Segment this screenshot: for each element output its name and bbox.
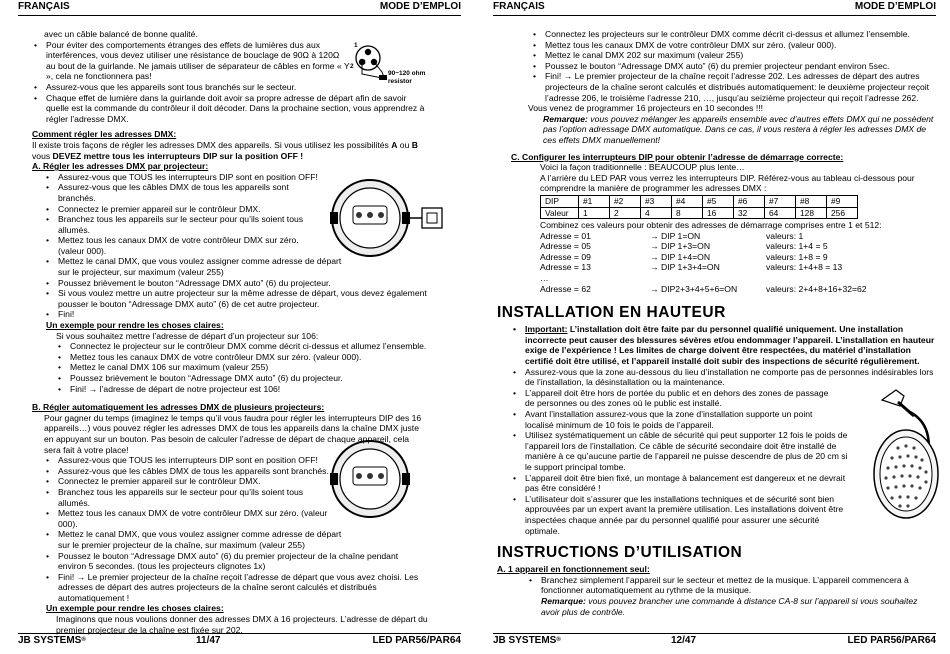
how-title: Comment régler les adresses DMX: [32,129,177,140]
footer-model: LED PAR56/PAR64 [372,635,461,646]
list-item: • Mettez le canal DMX 202 sur maximum (valeur 255) [531,50,937,61]
list-item: • Poussez brièvement le bouton “Adressage DMX auto” (6) du projecteur. [44,278,428,289]
dip-setting: → DIP 1+3+4=ON [650,262,720,273]
header-title: MODE D’EMPLOI [854,1,936,12]
list-item: • L’appareil doit être hors de portée du public et en dehors des zones de passage de personnes ou des zones où le public est installé. [511,388,829,409]
table-cell: 64 [765,207,796,219]
instructions-title: INSTRUCTIONS D’UTILISATION [497,544,743,562]
intro-line: avec un câble balancé de bonne qualité. [44,29,198,39]
table-cell: 1 [579,207,610,219]
list-item: • Fini! → Le premier projecteur de la chaîne reçoit l’adresse 202. Les adresses de départ des autres projecteurs de la chaîne seront calculés et distribués automatiquement: le deuxième projecteur reçoit l’adresse 206, le troisième l’adresse 210, …, jusqu’au seizième projecteur qui reçoit l’adresse 262. [531,71,937,103]
intro-bullet-address: • Chaque effet de lumière dans la guirlande doit avoir sa propre adresse de départ afin de savoir quelle est la commande du contrôleur il doit décoder. Dans la prochaine section, vous apprendrez à régler l’adresse DMX. [32,93,428,125]
list-item: • Poussez le bouton “Adressage DMX auto” (6) du premier projecteur pendant environ 5sec. [531,61,937,72]
list-item: • Avant l’installation assurez-vous que la zone d’installation supporte un point localisé minimum de 10 fois le poids de l’appareil. [511,409,841,430]
section-c-line: A l’arrière du LED PAR vous verrez les interrupteurs DIP. Référez-vous au tableau ci-dessous pour comprendre la manière de programmer les adresses DMX : [540,172,915,194]
value-sum: valeurs: 1 [766,230,804,241]
address-examples [527,231,937,295]
list-item: • Assurez-vous que les câbles DMX de tous les appareils sont branchés. [44,466,332,477]
address-value: Adresse = 09 [540,251,591,262]
section-b-title: B. Régler automatiquement les adresses DMX de plusieurs projecteurs: [32,402,325,413]
example-2-title: Un exemple pour rendre les choses claires: [46,603,224,614]
table-cell: 256 [827,207,858,219]
value-sum: valeurs: 1+4 = 5 [766,241,828,252]
installation-list [511,324,937,536]
list-item: • L’utilisateur doit s’assurer que les installations techniques et de sécurité sont bien approuvées par un expert avant la première utilisation. Les installations doivent être inspectées chaque année par du personnel qualifié pour assurer une sécurité optimale. [511,494,856,536]
page-right [475,0,950,654]
section-b-text: Pour gagner du temps (imaginez le temps qu’il vous faudra pour régler les interrupteurs DIP des 16 appareils…) vous pouvez régler les adresses DMX de tous les appareils dans la chaîne DMX juste en appuyant sur un bouton. Pas besoin de calculer l’adresse de départ de chaque appareil, cela sera fait à votre place! [44,412,422,455]
list-item: • Fini! [44,309,428,320]
combine-text: Combinez ces valeurs pour obtenir des adresses de démarrage comprises entre 1 et 512: [540,220,882,231]
pin-label-2: 2 [350,63,354,70]
list-item: • Fini! → l’adresse de départ de notre projecteur est 106! [56,384,428,395]
page-header [493,2,936,16]
address-value: Adresse = 62 [540,283,591,294]
list-item: • Assurez-vous que la zone au-dessous du lieu d’installation ne comporte pas de personnes indésirables lors de l’installation, la désinstallation ou la maintenance. [511,367,937,388]
address-value: Adresse = 13 [540,262,591,273]
list-item: • Mettez tous les canaux DMX de votre contrôleur DMX sur zéro. (valeur 000). [44,508,332,529]
dip-switch-table [540,195,858,219]
list-item-important: • Important: L’installation doit être faite par du personnel qualifié uniquement. Une installation incorrecte peut causer des blessures sévères et/ou endommager l’appareil. L’installation en hauteur exige de l’expérience ! Les limites de charge doivent être respectées, du matériel d’installation certifié doit être utilisé, et l’appareil installé doit subir des inspections de sécurité régulièrement. [511,324,937,366]
page-footer [18,633,461,649]
list-item: • Mettez le canal DMX 106 sur maximum (valeur 255) [56,362,428,373]
value-sum: valeurs: 1+8 = 9 [766,251,828,262]
installation-title: INSTALLATION EN HAUTEUR [497,304,726,322]
table-cell: 16 [703,207,734,219]
ellipsis: … [540,273,549,284]
use-section-a-title: A. 1 appareil en fonctionnement seul: [497,564,650,575]
remark-mixing: Remarque: vous pouvez mélanger les appareils ensemble avec d’autres effets DMX qui ne possèdent pas l’option adressage DMX automatique. Dans ce cas, il vous restera à régler les adresses DMX de ces effets DMX manuellement! [543,113,934,145]
list-item: • Assurez-vous que TOUS les interrupteurs DIP sont en position OFF! [44,455,332,466]
list-item: • Assurez-vous que TOUS les interrupteurs DIP sont en position OFF! [44,172,327,183]
table-cell: DIP [541,195,579,207]
dip-setting: → DIP 1=ON [650,230,701,241]
dip-setting: → DIP2+3+4+5+6=ON [650,283,738,294]
header-title: MODE D’EMPLOI [379,1,461,12]
table-cell: 128 [796,207,827,219]
header-language: FRANÇAIS [18,1,70,12]
footer-brand: JB SYSTEMS® [493,635,561,646]
list-item: • Utilisez systématiquement un câble de sécurité qui peut supporter 12 fois le poids de l’appareil lors de l’installation. Ce câble de sécurité secondaire doit être installé de manière à ce qu’aucune partie de l’appareil ne puisse descendre de plus de 20 cm si le support principal tombe. [511,430,856,472]
list-item: • Branchez simplement l’appareil sur le secteur et mettez de la musique. L’appareil commencera à fonctionner automatiquement au rythme de la musique. [527,575,937,596]
list-item: • Connectez le projecteur sur le contrôleur DMX comme décrit ci-dessus et allumez l’ensemble. [56,341,428,352]
list-item: • Connectez le premier appareil sur le contrôleur DMX. [44,476,332,487]
table-cell: 32 [734,207,765,219]
example-1-title: Un exemple pour rendre les choses claires: [46,320,224,331]
list-item: • Poussez le bouton “Adressage DMX auto” (6) du premier projecteur de la chaîne pendant environ 5 secondes. (tous les projecteurs clignotes 1x) [44,551,428,572]
table-cell: 8 [672,207,703,219]
table-row [541,207,858,219]
list-item: • Mettez le canal DMX, que vous voulez assigner comme adresse de départ sur le premier projecteur de la chaîne, sur maximum (valeur 255) [44,529,349,550]
table-cell: #1 [579,195,610,207]
address-value: Adresse = 05 [540,241,591,252]
list-item: • Branchez tous les appareils sur le secteur pour qu’ils soient tous allumés. [44,214,327,235]
footer-page-number: 11/47 [196,635,221,646]
remark-remote: Remarque: vous pouvez brancher une commande à distance CA-8 sur l’appareil si vous souhaitez avoir plus de contrôle. [541,595,918,617]
list-item: • Connectez les projecteurs sur le contrôleur DMX comme décrit ci-dessus et allumez l’ensemble. [531,29,937,40]
header-language: FRANÇAIS [493,1,545,12]
section-c-line: Voici la façon traditionnelle : BEAUCOUP plus lente… [540,162,745,173]
section-a-list-cont [32,256,428,320]
table-cell: Valeur [541,207,579,219]
value-sum: valeurs: 1+4+8 = 13 [766,262,843,273]
pin-label-3: 3 [362,59,366,66]
table-cell: #2 [610,195,641,207]
intro-bullet-mains: • Assurez-vous que les appareils sont tous branchés sur le secteur. [32,82,428,93]
example-1-intro: Si vous souhaitez mettre l’adresse de départ d’un projecteur sur 106: [56,330,319,341]
section-b-list [32,455,332,529]
table-cell: 2 [610,207,641,219]
list-item: • Mettez tous les canaux DMX de votre contrôleur DMX sur zéro. (valeur 000). [531,40,937,51]
value-sum: valeurs: 2+4+8+16+32=62 [766,283,867,294]
table-cell: #6 [734,195,765,207]
table-cell: #7 [765,195,796,207]
list-item: • Fini! → Le premier projecteur de la chaîne reçoit l’adresse de départ que vous avez choisi. Les adresses de départ des autres projecteurs de la chaîne seront calculés et distribués automatiquement ! [44,572,428,604]
intro-bullet-interference: • Pour éviter des comportements étranges des effets de lumières dus aux interférences, vous devez utiliser une résistance de bouclage de 90Ω à 120Ω au bout de la guirlande. Ne jamais utiliser de séparateur de câbles en forme « Y », cela ne fonctionnera pas! [32,40,350,82]
example-2-list [527,29,937,103]
list-item: • Poussez brièvement le bouton “Adressage DMX auto” (6) du projecteur. [56,373,428,384]
list-item: • Connectez le premier appareil sur le contrôleur DMX. [44,204,327,215]
dip-setting: → DIP 1+4=ON [650,251,711,262]
footer-model: LED PAR56/PAR64 [847,635,936,646]
footer-brand: JB SYSTEMS® [18,635,86,646]
address-value: Adresse = 01 [540,230,591,241]
list-item: • Assurez-vous que les câbles DMX de tous les appareils sont branchés. [44,182,327,203]
section-c-title: C. Configurer les interrupteurs DIP pour obtenir l’adresse de démarrage correcte: [511,151,844,162]
pin-label-1: 1 [354,42,358,49]
table-cell: 4 [641,207,672,219]
list-item: • Mettez tous les canaux DMX de votre contrôleur DMX sur zéro. (valeur 000). [44,235,327,256]
left-content [32,29,428,635]
how-text: Il existe trois façons de régler les adresses DMX des appareils. Si vous utilisez les possibilités A ou B vous DEVEZ mettre tous les interrupteurs DIP sur la position OFF ! [32,139,418,161]
table-cell: #9 [827,195,858,207]
list-item: • Mettez tous les canaux DMX de votre contrôleur DMX sur zéro. (valeur 000). [56,352,428,363]
page-footer [493,633,936,649]
example-2-text: Imaginons que nous voulions donner des adresses DMX à 16 projecteurs. L’adresse de départ du premier projecteur de la chaîne est fixée sur 202. [56,614,428,635]
table-cell: #5 [703,195,734,207]
list-item: • Branchez tous les appareils sur le secteur pour qu’ils soient tous allumés. [44,487,332,508]
use-list [527,575,937,596]
table-cell: #4 [672,195,703,207]
list-item: • Si vous voulez mettre un autre projecteur sur la même adresse de départ, vous devez également pousser le bouton “Adressage DMX auto” (6) de cet autre projecteur. [44,288,428,309]
section-a-list [32,172,327,257]
list-item: • Mettez le canal DMX, que vous voulez assigner comme adresse de départ sur le projecteur, sur maximum (valeur 255) [44,256,342,277]
table-cell: #3 [641,195,672,207]
list-item: • L’appareil doit être bien fixé, un montage à balancement est dangereux et ne devrait pas être considéré ! [511,473,856,494]
resistor-label: 90~120 ohm resistor [388,70,426,85]
section-a-title: A. Régler les adresses DMX par projecteur: [32,161,209,172]
result-line: Vous venez de programmer 16 projecteurs en 10 secondes !!! [528,103,764,114]
table-row [541,195,858,207]
page-header [18,2,461,16]
table-cell: #8 [796,195,827,207]
footer-page-number: 12/47 [671,635,697,646]
right-content [497,29,937,617]
dip-setting: → DIP 1+3=ON [650,241,711,252]
example-1-list [32,341,428,394]
section-b-list-cont [32,529,428,603]
